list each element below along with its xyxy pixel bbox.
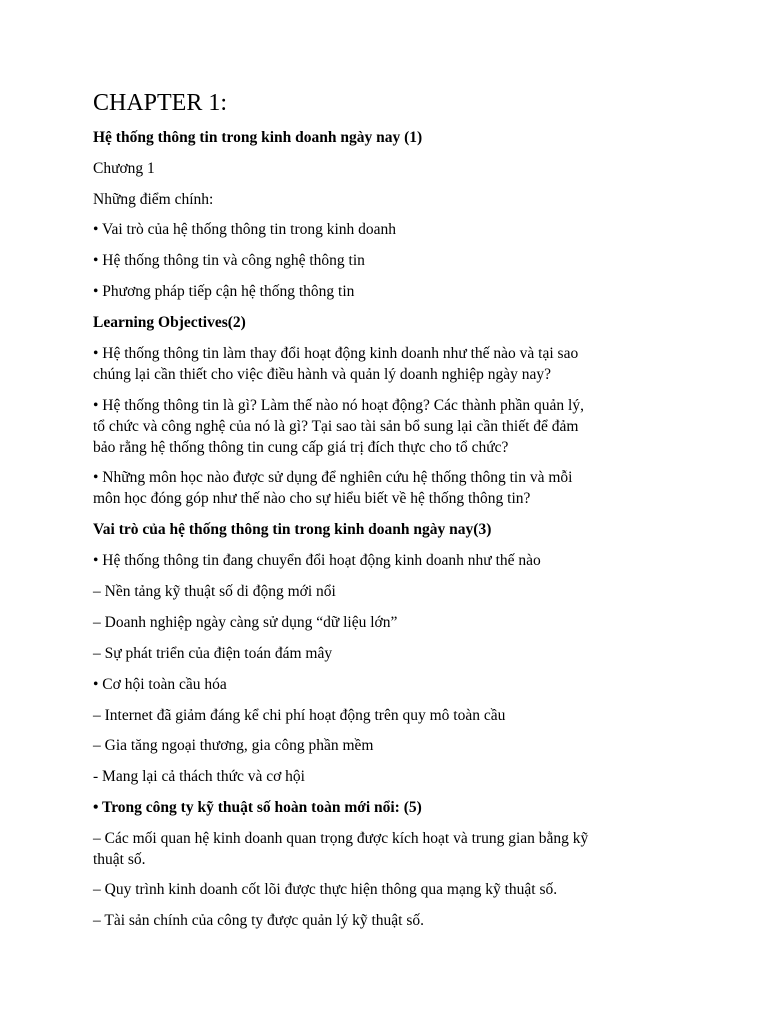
key-point-item: • Vai trò của hệ thống thông tin trong kinh doanh [93, 221, 397, 238]
objective-2-line-2: tổ chức và công nghệ của nó là gì? Tại sao tài sản bổ sung lại cần thiết để đảm [93, 418, 579, 435]
role-item: – Internet đã giảm đáng kể chi phí hoạt động trên quy mô toàn cầu [93, 707, 506, 724]
section-heading-2: Learning Objectives(2) [93, 314, 246, 331]
section-heading-4: • Trong công ty kỹ thuật số hoàn toàn mới nổi: (5) [93, 799, 422, 816]
objective-3-line-1: • Những môn học nào được sử dụng để nghiên cứu hệ thống thông tin và mỗi [93, 469, 573, 486]
objective-2-line-3: bảo rằng hệ thống thông tin cung cấp giá trị đích thực cho tổ chức? [93, 439, 509, 456]
role-item: – Doanh nghiệp ngày càng sử dụng “dữ liệu lớn” [93, 614, 398, 631]
key-point-item: • Phương pháp tiếp cận hệ thống thông tin [93, 283, 355, 300]
objective-3-line-2: môn học đóng góp như thế nào cho sự hiểu biết về hệ thống thông tin? [93, 490, 531, 507]
section-heading-1: Hệ thống thông tin trong kinh doanh ngày nay (1) [93, 129, 423, 146]
chapter-title: CHAPTER 1: [93, 90, 228, 116]
digital-item-2: – Quy trình kinh doanh cốt lõi được thực hiện thông qua mạng kỹ thuật số. [93, 881, 558, 898]
chapter-label: Chương 1 [93, 160, 155, 177]
objective-1-line-1: • Hệ thống thông tin làm thay đổi hoạt động kinh doanh như thế nào và tại sao [93, 345, 579, 362]
section-heading-3: Vai trò của hệ thống thông tin trong kinh doanh ngày nay(3) [93, 521, 492, 538]
role-item: – Gia tăng ngoại thương, gia công phần mềm [93, 737, 374, 754]
digital-item-3: – Tài sản chính của công ty được quản lý kỹ thuật số. [93, 912, 424, 929]
objective-2-line-1: • Hệ thống thông tin là gì? Làm thế nào nó hoạt động? Các thành phần quản lý, [93, 397, 584, 414]
key-points-label: Những điểm chính: [93, 191, 214, 208]
role-item: • Cơ hội toàn cầu hóa [93, 676, 227, 693]
role-item: • Hệ thống thông tin đang chuyển đổi hoạt động kinh doanh như thế nào [93, 552, 541, 569]
key-point-item: • Hệ thống thông tin và công nghệ thông tin [93, 252, 365, 269]
digital-item-1-line-1: – Các mối quan hệ kinh doanh quan trọng được kích hoạt và trung gian bằng kỹ [93, 830, 589, 847]
digital-item-1-line-2: thuật số. [93, 851, 146, 868]
role-item: - Mang lại cả thách thức và cơ hội [93, 768, 305, 785]
role-item: – Sự phát triển của điện toán đám mây [93, 645, 333, 662]
role-item: – Nền tảng kỹ thuật số di động mới nổi [93, 583, 336, 600]
objective-1-line-2: chúng lại cần thiết cho việc điều hành và quản lý doanh nghiệp ngày nay? [93, 366, 551, 383]
